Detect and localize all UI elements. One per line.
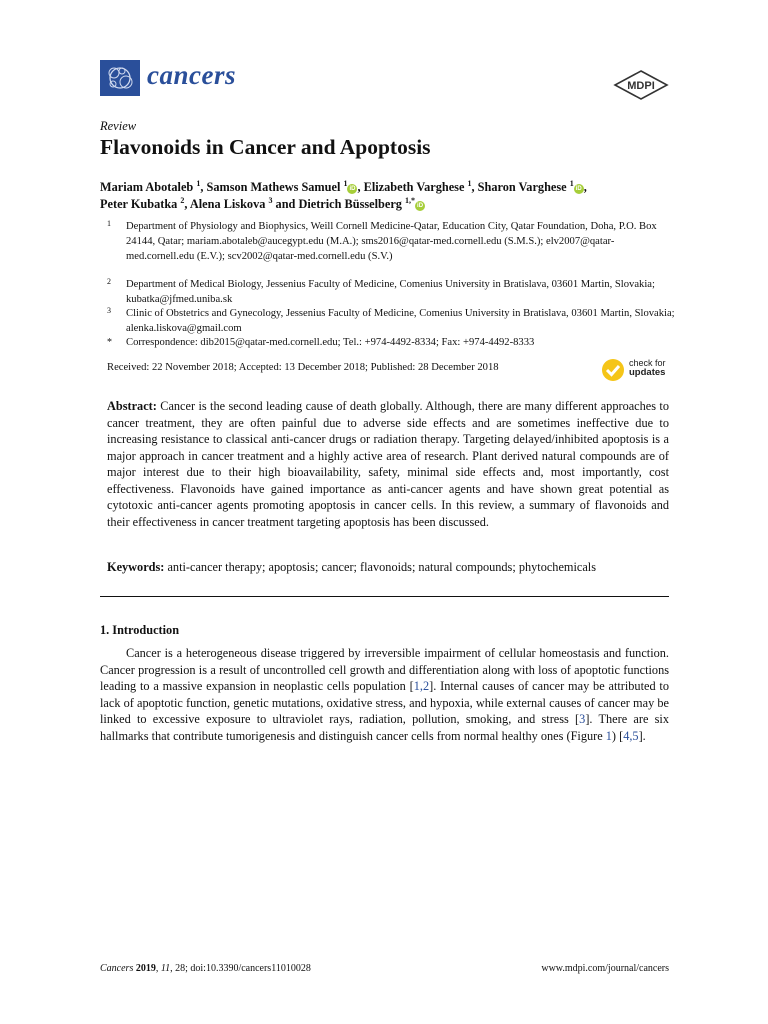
correspondence: * Correspondence: dib2015@qatar-med.cornell.edu; Tel.: +974-4492-8334; Fax: +974-4492-8333 <box>107 337 535 348</box>
check-for-updates-icon[interactable] <box>600 358 626 382</box>
citation-link[interactable]: 1,2 <box>413 679 430 693</box>
section-divider <box>100 596 669 597</box>
keywords-text: anti-cancer therapy; apoptosis; cancer; flavonoids; natural compounds; phytochemicals <box>167 560 597 574</box>
author-name: Samson Mathews Samuel <box>206 180 341 195</box>
cancers-logo-icon <box>100 60 140 96</box>
publication-dates: Received: 22 November 2018; Accepted: 13 December 2018; Published: 28 December 2018 <box>107 362 499 373</box>
author-name: Peter Kubatka <box>100 197 178 212</box>
footer-citation: Cancers 2019, 11, 28; doi:10.3390/cancers11010028 <box>100 963 311 974</box>
author-name: Sharon Varghese <box>477 180 567 195</box>
footer-url[interactable]: www.mdpi.com/journal/cancers <box>541 963 669 974</box>
affiliation-2: 2 Department of Medical Biology, Jessenius Faculty of Medicine, Comenius University in Bratislava, 03601 Martin, Slovakia; kubatka@jfmed.uniba.sk <box>107 277 655 305</box>
orcid-icon[interactable]: iD <box>575 186 582 193</box>
mdpi-logo <box>613 70 669 100</box>
affiliation-3: 3 Clinic of Obstetrics and Gynecology, Jessenius Faculty of Medicine, Comenius University in Bratislava, 03601 Martin, Slovakia; alenka.liskova@gmail.com <box>107 306 675 334</box>
abstract-text: Cancer is the second leading cause of death globally. Although, there are many different approaches to cancer treatment, they are often painful due to adverse side effects and are sometimes ineffective due to increasing resistance to classical anti-cancer drugs or radiation therapy. Targeting delayed/inhibited apoptosis is a major approach in cancer treatment and a highly active area of research. Plant derived natural compounds are of major interest due to their high bioavailability, safety, minimal side effects and, most importantly, cost effectiveness. Flavonoids have gained importance as anti-cancer agents and have shown great potential as cytotoxic anti-cancer agents promoting apoptosis in cancer cells. In this review, a summary of flavonoids and their effectiveness in cancer treatment targeting apoptosis has been discussed. <box>107 399 669 529</box>
orcid-icon[interactable]: iD <box>349 186 356 193</box>
article-title: Flavonoids in Cancer and Apoptosis <box>100 135 431 159</box>
author-name: Alena Liskova <box>189 197 266 212</box>
affiliation-1: 1 Department of Physiology and Biophysics, Weill Cornell Medicine-Qatar, Education City, Qatar Foundation, Doha, P.O. Box 24144, Qatar; mariam.abotaleb@aucegypt.edu (M.A.); sms2016@qatar-med.cornell.edu (S.M.S.); elv2007@qatar-med.cornell.edu (E.V.); scv2002@qatar-med.cornell.edu (S.V.) <box>107 219 657 262</box>
article-type: Review <box>100 119 137 133</box>
check-for-updates-label[interactable]: check for updates <box>629 358 666 378</box>
abstract <box>107 398 669 530</box>
journal-name: cancers <box>147 60 236 90</box>
section-heading: 1. Introduction <box>100 623 180 637</box>
orcid-icon[interactable]: iD <box>417 203 424 210</box>
keywords <box>107 559 669 576</box>
mdpi-logo-text: MDPI <box>627 80 655 92</box>
author-name: Dietrich Büsselberg <box>298 197 402 212</box>
citation-link[interactable]: 3 <box>579 712 586 726</box>
introduction-paragraph: Cancer is a heterogeneous disease triggered by irreversible impairment of cellular homeostasis and function. Cancer progression is a result of uncontrolled cell growth and differentiation along with loss of apoptotic functions leading to a massive expansion in neoplastic cells population [1,2]. Internal causes of cancer may be attributed to lack of apoptotic function, genetic mutations, oxidative stress, and hypoxia, while external causes of cancer may be linked to excessive exposure to ultraviolet rays, radiation, pollution, smoking, and stress [3]. There are six hallmarks that contribute tumorigenesis and distinguish cancer cells from normal healthy ones (Figure 1) [4,5]. <box>100 646 669 743</box>
citation-link[interactable]: 4,5 <box>623 728 639 743</box>
author-name: Elizabeth Varghese <box>363 180 465 195</box>
author-line-1: Mariam Abotaleb $^1$, Samson Mathews Samuel $^1$iD , Elizabeth Varghese $^1$, Sharon Varghese $^1$iD , <box>100 179 587 195</box>
keywords-label: Keywords: <box>107 560 165 574</box>
figure-link[interactable]: 1 <box>605 728 612 743</box>
abstract-label: Abstract: <box>107 399 157 413</box>
author-name: Mariam Abotaleb <box>100 180 194 195</box>
author-line-2: Peter Kubatka $^2$, Alena Liskova $^3$ and Dietrich Büsselberg $^{1,*}$iD <box>100 196 424 212</box>
